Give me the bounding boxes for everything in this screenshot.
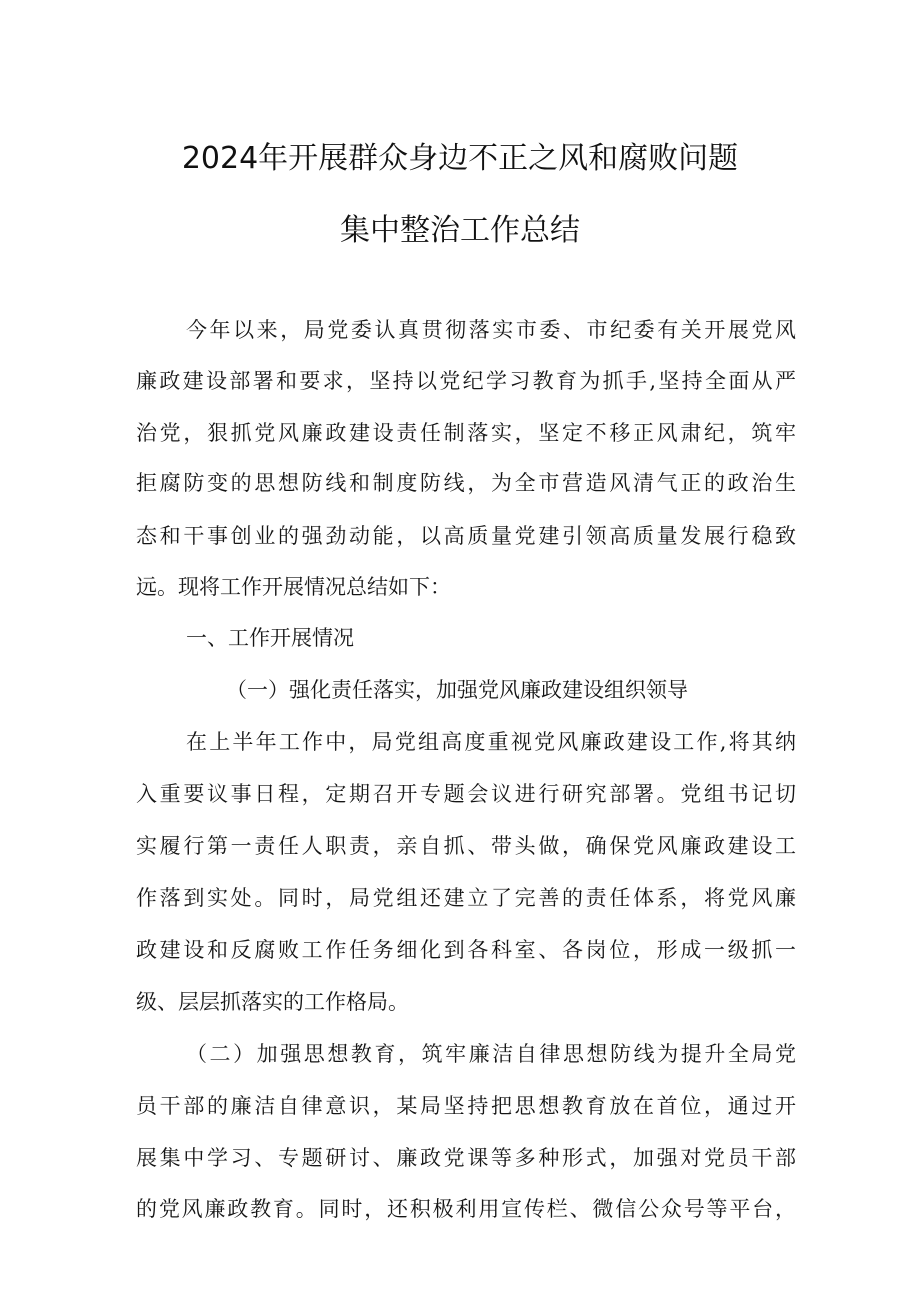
intro-line-5: 态和干事创业的强劲动能，以高质量党建引领高质量发展行稳致 [136, 524, 796, 548]
subsection1-line-6: 级、层层抓落实的工作格局。 [136, 990, 409, 1014]
subsection1-line-5: 政建设和反腐败工作任务细化到各科室、各岗位，形成一级抓一 [136, 938, 796, 962]
subsection1-line-1: 在上半年工作中，局党组高度重视党风廉政建设工作,将其纳 [186, 730, 796, 754]
subsection1-line-4: 作落到实处。同时，局党组还建立了完善的责任体系，将党风廉 [136, 886, 796, 910]
subsection2-line-4: 的党风廉政教育。同时，还积极利用宣传栏、微信公众号等平台， [136, 1197, 796, 1221]
section-heading: 一、工作开展情况 [186, 626, 354, 650]
subsection2-line-3: 展集中学习、专题研讨、廉政党课等多种形式，加强对党员干部 [136, 1146, 796, 1170]
subsection2-line-1: （二）加强思想教育，筑牢廉洁自律思想防线为提升全局党 [186, 1042, 796, 1066]
document-title-line-1: 2024年开展群众身边不正之风和腐败问题 [181, 141, 739, 176]
intro-line-6: 远。现将工作开展情况总结如下： [136, 575, 451, 599]
subsection1-line-2: 入重要议事日程，定期召开专题会议进行研究部署。党组书记切 [136, 782, 796, 806]
intro-line-4: 拒腐防变的思想防线和制度防线，为全市营造风清气正的政治生 [136, 471, 796, 495]
document-title-line-2: 集中整治工作总结 [340, 213, 580, 248]
subsection-heading: （一）强化责任落实，加强党风廉政建设组织领导 [226, 678, 688, 702]
intro-line-2: 廉政建设部署和要求，坚持以党纪学习教育为抓手,坚持全面从严 [136, 369, 796, 393]
intro-line-1: 今年以来，局党委认真贯彻落实市委、市纪委有关开展党风 [186, 318, 796, 342]
intro-line-3: 治党，狠抓党风廉政建设责任制落实，坚定不移正风肃纪，筑牢 [136, 421, 796, 445]
subsection1-line-3: 实履行第一责任人职责，亲自抓、带头做，确保党风廉政建设工 [136, 834, 796, 858]
subsection2-line-2: 员干部的廉洁自律意识，某局坚持把思想教育放在首位，通过开 [136, 1094, 796, 1118]
